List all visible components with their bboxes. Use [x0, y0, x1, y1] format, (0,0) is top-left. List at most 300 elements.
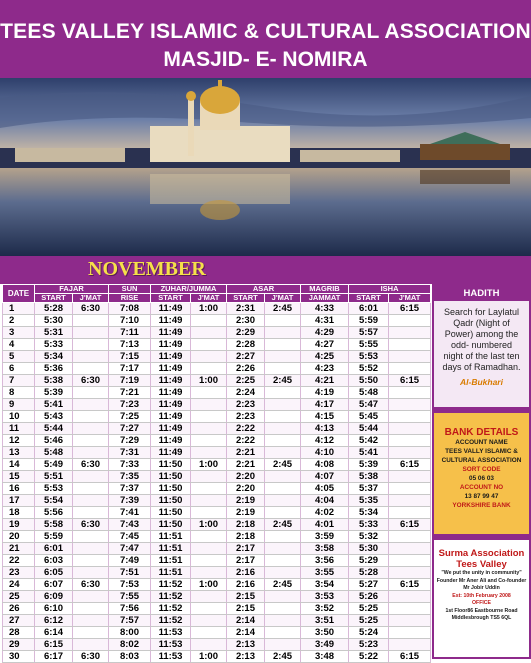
cell-magrib: 4:10	[301, 447, 349, 459]
cell-date: 5	[3, 351, 35, 363]
cell-zuhar-start: 11:51	[151, 567, 191, 579]
table-row	[3, 591, 431, 603]
account-name-label: ACCOUNT NAME	[455, 439, 508, 446]
cell-fajar-start: 6:17	[35, 651, 73, 663]
cell-fajar-jmat	[73, 483, 109, 495]
cell-isha-start: 5:30	[349, 543, 389, 555]
cell-isha-jmat	[389, 363, 431, 375]
timetable-body	[3, 303, 431, 663]
cell-isha-start: 5:35	[349, 495, 389, 507]
cell-zuhar-start: 11:49	[151, 327, 191, 339]
header-fajar-start: START	[35, 294, 73, 303]
cell-zuhar-start: 11:53	[151, 627, 191, 639]
cell-sunrise: 7:13	[109, 339, 151, 351]
cell-sunrise: 7:39	[109, 495, 151, 507]
month-title: NOVEMBER	[88, 258, 206, 280]
cell-fajar-jmat	[73, 603, 109, 615]
header-isha-jmat: J'MAT	[389, 294, 431, 303]
table-row	[3, 579, 431, 591]
cell-isha-start: 5:28	[349, 567, 389, 579]
cell-zuhar-jmat	[191, 315, 227, 327]
cell-asar-start: 2:19	[227, 495, 265, 507]
cell-asar-start: 2:15	[227, 591, 265, 603]
table-row	[3, 387, 431, 399]
cell-magrib: 4:23	[301, 363, 349, 375]
surma-established: Est: 10th February 2008	[452, 592, 511, 599]
header-date: DATE	[3, 285, 35, 303]
cell-asar-start: 2:15	[227, 603, 265, 615]
cell-sunrise: 7:45	[109, 531, 151, 543]
table-row	[3, 399, 431, 411]
header-sunrise-2: RISE	[109, 294, 151, 303]
cell-date: 29	[3, 639, 35, 651]
cell-magrib: 4:33	[301, 303, 349, 315]
cell-date: 17	[3, 495, 35, 507]
table-row	[3, 351, 431, 363]
header-magrib: MAGRIB	[301, 285, 349, 294]
cell-fajar-jmat	[73, 531, 109, 543]
hadith-heading: HADITH	[434, 286, 529, 301]
cell-isha-jmat: 6:15	[389, 303, 431, 315]
cell-date: 1	[3, 303, 35, 315]
cell-magrib: 3:50	[301, 627, 349, 639]
cell-fajar-start: 6:07	[35, 579, 73, 591]
header-isha: ISHA	[349, 285, 431, 294]
cell-date: 27	[3, 615, 35, 627]
header-magrib-jammat: JAMMAT	[301, 294, 349, 303]
cell-date: 20	[3, 531, 35, 543]
cell-fajar-jmat	[73, 423, 109, 435]
table-row	[3, 471, 431, 483]
table-row	[3, 555, 431, 567]
cell-asar-start: 2:26	[227, 363, 265, 375]
cell-sunrise: 8:00	[109, 627, 151, 639]
cell-fajar-start: 5:41	[35, 399, 73, 411]
cell-magrib: 4:02	[301, 507, 349, 519]
cell-asar-start: 2:13	[227, 651, 265, 663]
surma-address: 1st Floor86 Eastbourne Road Middlesbrough TS5 6QL	[445, 607, 518, 621]
cell-sunrise: 7:17	[109, 363, 151, 375]
bank-details-panel	[432, 411, 531, 536]
cell-date: 4	[3, 339, 35, 351]
cell-zuhar-jmat	[191, 351, 227, 363]
cell-fajar-jmat	[73, 327, 109, 339]
cell-fajar-start: 5:33	[35, 339, 73, 351]
cell-isha-start: 5:26	[349, 591, 389, 603]
cell-magrib: 3:54	[301, 579, 349, 591]
cell-isha-start: 5:39	[349, 459, 389, 471]
cell-fajar-jmat: 6:30	[73, 579, 109, 591]
table-row	[3, 423, 431, 435]
cell-fajar-jmat	[73, 495, 109, 507]
cell-asar-jmat	[265, 315, 301, 327]
cell-magrib: 4:05	[301, 483, 349, 495]
cell-magrib: 4:15	[301, 411, 349, 423]
cell-zuhar-jmat	[191, 603, 227, 615]
cell-isha-start: 5:55	[349, 339, 389, 351]
cell-sunrise: 7:56	[109, 603, 151, 615]
cell-zuhar-start: 11:49	[151, 303, 191, 315]
cell-sunrise: 7:35	[109, 471, 151, 483]
cell-zuhar-start: 11:50	[151, 471, 191, 483]
cell-isha-start: 5:22	[349, 651, 389, 663]
cell-asar-jmat	[265, 387, 301, 399]
cell-date: 3	[3, 327, 35, 339]
cell-date: 10	[3, 411, 35, 423]
cell-isha-jmat	[389, 483, 431, 495]
cell-date: 26	[3, 603, 35, 615]
cell-isha-jmat	[389, 627, 431, 639]
cell-isha-jmat	[389, 531, 431, 543]
cell-asar-start: 2:27	[227, 351, 265, 363]
table-row	[3, 327, 431, 339]
cell-asar-jmat	[265, 543, 301, 555]
surma-heading: Surma Association Tees Valley	[438, 548, 525, 570]
cell-zuhar-start: 11:51	[151, 531, 191, 543]
cell-asar-jmat	[265, 327, 301, 339]
cell-zuhar-start: 11:49	[151, 423, 191, 435]
cell-asar-start: 2:21	[227, 447, 265, 459]
cell-zuhar-start: 11:52	[151, 615, 191, 627]
cell-fajar-jmat	[73, 471, 109, 483]
cell-asar-start: 2:14	[227, 615, 265, 627]
cell-fajar-jmat	[73, 591, 109, 603]
cell-magrib: 4:27	[301, 339, 349, 351]
cell-date: 14	[3, 459, 35, 471]
cell-isha-start: 5:29	[349, 555, 389, 567]
cell-zuhar-jmat	[191, 507, 227, 519]
cell-asar-jmat	[265, 363, 301, 375]
header-zuhar: ZUHAR/JUMMA	[151, 285, 227, 294]
prayer-times-table	[2, 284, 431, 663]
cell-fajar-jmat	[73, 627, 109, 639]
cell-isha-jmat	[389, 507, 431, 519]
cell-zuhar-jmat	[191, 627, 227, 639]
cell-asar-jmat	[265, 471, 301, 483]
cell-fajar-start: 6:14	[35, 627, 73, 639]
cell-asar-start: 2:16	[227, 579, 265, 591]
table-row	[3, 495, 431, 507]
cell-fajar-jmat: 6:30	[73, 651, 109, 663]
cell-zuhar-jmat	[191, 495, 227, 507]
account-no-label: ACCOUNT NO	[459, 484, 504, 491]
cell-asar-start: 2:24	[227, 387, 265, 399]
cell-fajar-start: 6:09	[35, 591, 73, 603]
cell-asar-jmat: 2:45	[265, 651, 301, 663]
cell-magrib: 4:12	[301, 435, 349, 447]
cell-zuhar-jmat	[191, 363, 227, 375]
cell-isha-start: 5:45	[349, 411, 389, 423]
header-fajar: FAJAR	[35, 285, 109, 294]
cell-isha-start: 5:25	[349, 615, 389, 627]
cell-isha-start: 5:38	[349, 471, 389, 483]
cell-magrib: 4:29	[301, 327, 349, 339]
cell-zuhar-start: 11:52	[151, 603, 191, 615]
cell-asar-jmat	[265, 447, 301, 459]
month-bar	[0, 256, 531, 284]
cell-asar-start: 2:28	[227, 339, 265, 351]
cell-fajar-start: 5:49	[35, 459, 73, 471]
cell-asar-start: 2:23	[227, 399, 265, 411]
cell-asar-jmat	[265, 627, 301, 639]
table-row	[3, 303, 431, 315]
table-row	[3, 603, 431, 615]
cell-isha-start: 5:33	[349, 519, 389, 531]
cell-magrib: 4:31	[301, 315, 349, 327]
cell-fajar-jmat	[73, 543, 109, 555]
cell-isha-jmat	[389, 567, 431, 579]
cell-fajar-jmat	[73, 339, 109, 351]
cell-zuhar-start: 11:50	[151, 483, 191, 495]
cell-sunrise: 7:31	[109, 447, 151, 459]
cell-asar-start: 2:18	[227, 519, 265, 531]
cell-zuhar-start: 11:50	[151, 519, 191, 531]
cell-date: 30	[3, 651, 35, 663]
cell-fajar-start: 5:44	[35, 423, 73, 435]
cell-isha-jmat: 6:15	[389, 519, 431, 531]
cell-asar-start: 2:14	[227, 627, 265, 639]
cell-asar-jmat: 2:45	[265, 303, 301, 315]
cell-date: 9	[3, 399, 35, 411]
cell-asar-start: 2:25	[227, 375, 265, 387]
cell-fajar-start: 5:46	[35, 435, 73, 447]
cell-fajar-start: 5:36	[35, 363, 73, 375]
cell-fajar-jmat: 6:30	[73, 303, 109, 315]
cell-zuhar-jmat: 1:00	[191, 375, 227, 387]
cell-fajar-jmat	[73, 615, 109, 627]
cell-magrib: 3:59	[301, 531, 349, 543]
cell-sunrise: 7:49	[109, 555, 151, 567]
cell-zuhar-start: 11:49	[151, 315, 191, 327]
cell-date: 19	[3, 519, 35, 531]
cell-zuhar-start: 11:50	[151, 495, 191, 507]
cell-asar-start: 2:30	[227, 315, 265, 327]
cell-isha-start: 5:52	[349, 363, 389, 375]
cell-fajar-start: 5:53	[35, 483, 73, 495]
table-row	[3, 363, 431, 375]
cell-asar-start: 2:22	[227, 423, 265, 435]
cell-zuhar-jmat	[191, 543, 227, 555]
cell-isha-start: 5:32	[349, 531, 389, 543]
cell-fajar-jmat	[73, 315, 109, 327]
prayer-timetable	[2, 284, 430, 662]
cell-date: 2	[3, 315, 35, 327]
cell-fajar-start: 5:38	[35, 375, 73, 387]
masjid-name: MASJID- E- NOMIRA	[163, 48, 368, 71]
cell-date: 25	[3, 591, 35, 603]
cell-zuhar-start: 11:52	[151, 591, 191, 603]
account-no: 13 87 99 47	[464, 493, 499, 500]
cell-asar-jmat	[265, 567, 301, 579]
cell-asar-jmat	[265, 399, 301, 411]
cell-isha-jmat	[389, 603, 431, 615]
cell-isha-jmat	[389, 543, 431, 555]
cell-date: 21	[3, 543, 35, 555]
surma-association-panel	[432, 538, 531, 659]
cell-asar-start: 2:21	[227, 459, 265, 471]
sort-code: 05 06 03	[469, 475, 494, 482]
cell-magrib: 4:13	[301, 423, 349, 435]
cell-magrib: 4:17	[301, 399, 349, 411]
table-row	[3, 447, 431, 459]
cell-isha-jmat	[389, 423, 431, 435]
table-row	[3, 567, 431, 579]
cell-isha-jmat: 6:15	[389, 375, 431, 387]
cell-zuhar-jmat	[191, 339, 227, 351]
cell-zuhar-jmat	[191, 591, 227, 603]
cell-date: 28	[3, 627, 35, 639]
cell-magrib: 3:55	[301, 567, 349, 579]
cell-asar-jmat	[265, 435, 301, 447]
cell-magrib: 3:49	[301, 639, 349, 651]
cell-isha-start: 5:42	[349, 435, 389, 447]
cell-zuhar-jmat: 1:00	[191, 303, 227, 315]
cell-isha-start: 5:57	[349, 327, 389, 339]
cell-zuhar-jmat: 1:00	[191, 579, 227, 591]
cell-fajar-start: 6:01	[35, 543, 73, 555]
cell-isha-jmat	[389, 555, 431, 567]
cell-sunrise: 7:15	[109, 351, 151, 363]
cell-sunrise: 7:55	[109, 591, 151, 603]
cell-isha-start: 5:27	[349, 579, 389, 591]
cell-sunrise: 7:19	[109, 375, 151, 387]
bank-heading: BANK DETAILS	[444, 427, 519, 438]
cell-fajar-jmat	[73, 555, 109, 567]
cell-fajar-start: 5:34	[35, 351, 73, 363]
cell-isha-start: 5:44	[349, 423, 389, 435]
cell-fajar-jmat	[73, 387, 109, 399]
cell-fajar-start: 5:58	[35, 519, 73, 531]
cell-fajar-start: 6:15	[35, 639, 73, 651]
header-zuhar-jmat: J'MAT	[191, 294, 227, 303]
table-row	[3, 339, 431, 351]
cell-date: 13	[3, 447, 35, 459]
surma-office-label: OFFICE	[471, 600, 492, 606]
cell-zuhar-start: 11:49	[151, 435, 191, 447]
table-row	[3, 411, 431, 423]
cell-magrib: 4:01	[301, 519, 349, 531]
cell-asar-jmat: 2:45	[265, 459, 301, 471]
header-zuhar-start: START	[151, 294, 191, 303]
cell-fajar-jmat	[73, 363, 109, 375]
cell-isha-jmat	[389, 327, 431, 339]
cell-isha-start: 5:24	[349, 627, 389, 639]
cell-asar-jmat	[265, 603, 301, 615]
cell-zuhar-start: 11:51	[151, 555, 191, 567]
cell-fajar-start: 5:59	[35, 531, 73, 543]
cell-isha-start: 5:23	[349, 639, 389, 651]
cell-isha-jmat	[389, 339, 431, 351]
cell-isha-jmat: 6:15	[389, 459, 431, 471]
cell-sunrise: 7:57	[109, 615, 151, 627]
cell-zuhar-start: 11:50	[151, 507, 191, 519]
table-row	[3, 615, 431, 627]
header-fajar-jmat: J'MAT	[73, 294, 109, 303]
cell-isha-start: 5:34	[349, 507, 389, 519]
cell-asar-start: 2:20	[227, 483, 265, 495]
cell-asar-jmat	[265, 423, 301, 435]
cell-isha-start: 5:47	[349, 399, 389, 411]
sort-code-label: SORT CODE	[462, 466, 501, 473]
cell-zuhar-jmat: 1:00	[191, 651, 227, 663]
cell-isha-jmat	[389, 315, 431, 327]
cell-asar-jmat: 2:45	[265, 579, 301, 591]
cell-asar-start: 2:31	[227, 303, 265, 315]
cell-asar-start: 2:17	[227, 555, 265, 567]
hadith-panel	[432, 284, 531, 409]
cell-asar-start: 2:13	[227, 639, 265, 651]
header-sunrise-1: SUN	[109, 285, 151, 294]
cell-isha-jmat	[389, 447, 431, 459]
cell-date: 22	[3, 555, 35, 567]
cell-zuhar-jmat	[191, 531, 227, 543]
header-banner	[0, 0, 531, 78]
cell-isha-jmat	[389, 639, 431, 651]
cell-magrib: 4:19	[301, 387, 349, 399]
cell-zuhar-start: 11:49	[151, 447, 191, 459]
table-row	[3, 459, 431, 471]
cell-zuhar-jmat: 1:00	[191, 459, 227, 471]
cell-fajar-start: 5:28	[35, 303, 73, 315]
cell-sunrise: 7:27	[109, 423, 151, 435]
cell-zuhar-jmat	[191, 423, 227, 435]
table-row	[3, 639, 431, 651]
cell-date: 18	[3, 507, 35, 519]
cell-zuhar-start: 11:49	[151, 375, 191, 387]
cell-sunrise: 7:41	[109, 507, 151, 519]
cell-zuhar-jmat	[191, 471, 227, 483]
cell-zuhar-jmat	[191, 555, 227, 567]
surma-motto: "We put the unity in community"	[441, 570, 522, 576]
cell-asar-jmat	[265, 531, 301, 543]
cell-fajar-start: 5:30	[35, 315, 73, 327]
table-row	[3, 315, 431, 327]
cell-isha-jmat	[389, 351, 431, 363]
cell-asar-start: 2:17	[227, 543, 265, 555]
cell-zuhar-jmat	[191, 399, 227, 411]
cell-magrib: 3:48	[301, 651, 349, 663]
cell-magrib: 4:08	[301, 459, 349, 471]
cell-asar-jmat	[265, 507, 301, 519]
cell-zuhar-jmat: 1:00	[191, 519, 227, 531]
header-asar-jmat: J'MAT	[265, 294, 301, 303]
cell-date: 23	[3, 567, 35, 579]
cell-isha-start: 5:59	[349, 315, 389, 327]
cell-fajar-jmat	[73, 351, 109, 363]
cell-magrib: 4:04	[301, 495, 349, 507]
cell-fajar-jmat: 6:30	[73, 519, 109, 531]
cell-zuhar-start: 11:51	[151, 543, 191, 555]
cell-date: 6	[3, 363, 35, 375]
hadith-source: Al-Bukhari	[460, 377, 503, 387]
cell-magrib: 3:53	[301, 591, 349, 603]
cell-zuhar-jmat	[191, 435, 227, 447]
cell-zuhar-jmat	[191, 615, 227, 627]
table-row	[3, 435, 431, 447]
cell-zuhar-start: 11:50	[151, 459, 191, 471]
cell-isha-jmat	[389, 399, 431, 411]
cell-isha-start: 5:25	[349, 603, 389, 615]
cell-asar-jmat: 2:45	[265, 519, 301, 531]
cell-asar-jmat	[265, 483, 301, 495]
cell-zuhar-start: 11:49	[151, 399, 191, 411]
cell-fajar-start: 5:48	[35, 447, 73, 459]
cell-zuhar-jmat	[191, 387, 227, 399]
cell-isha-start: 5:50	[349, 375, 389, 387]
cell-isha-jmat	[389, 471, 431, 483]
cell-fajar-jmat	[73, 447, 109, 459]
cell-isha-jmat	[389, 411, 431, 423]
